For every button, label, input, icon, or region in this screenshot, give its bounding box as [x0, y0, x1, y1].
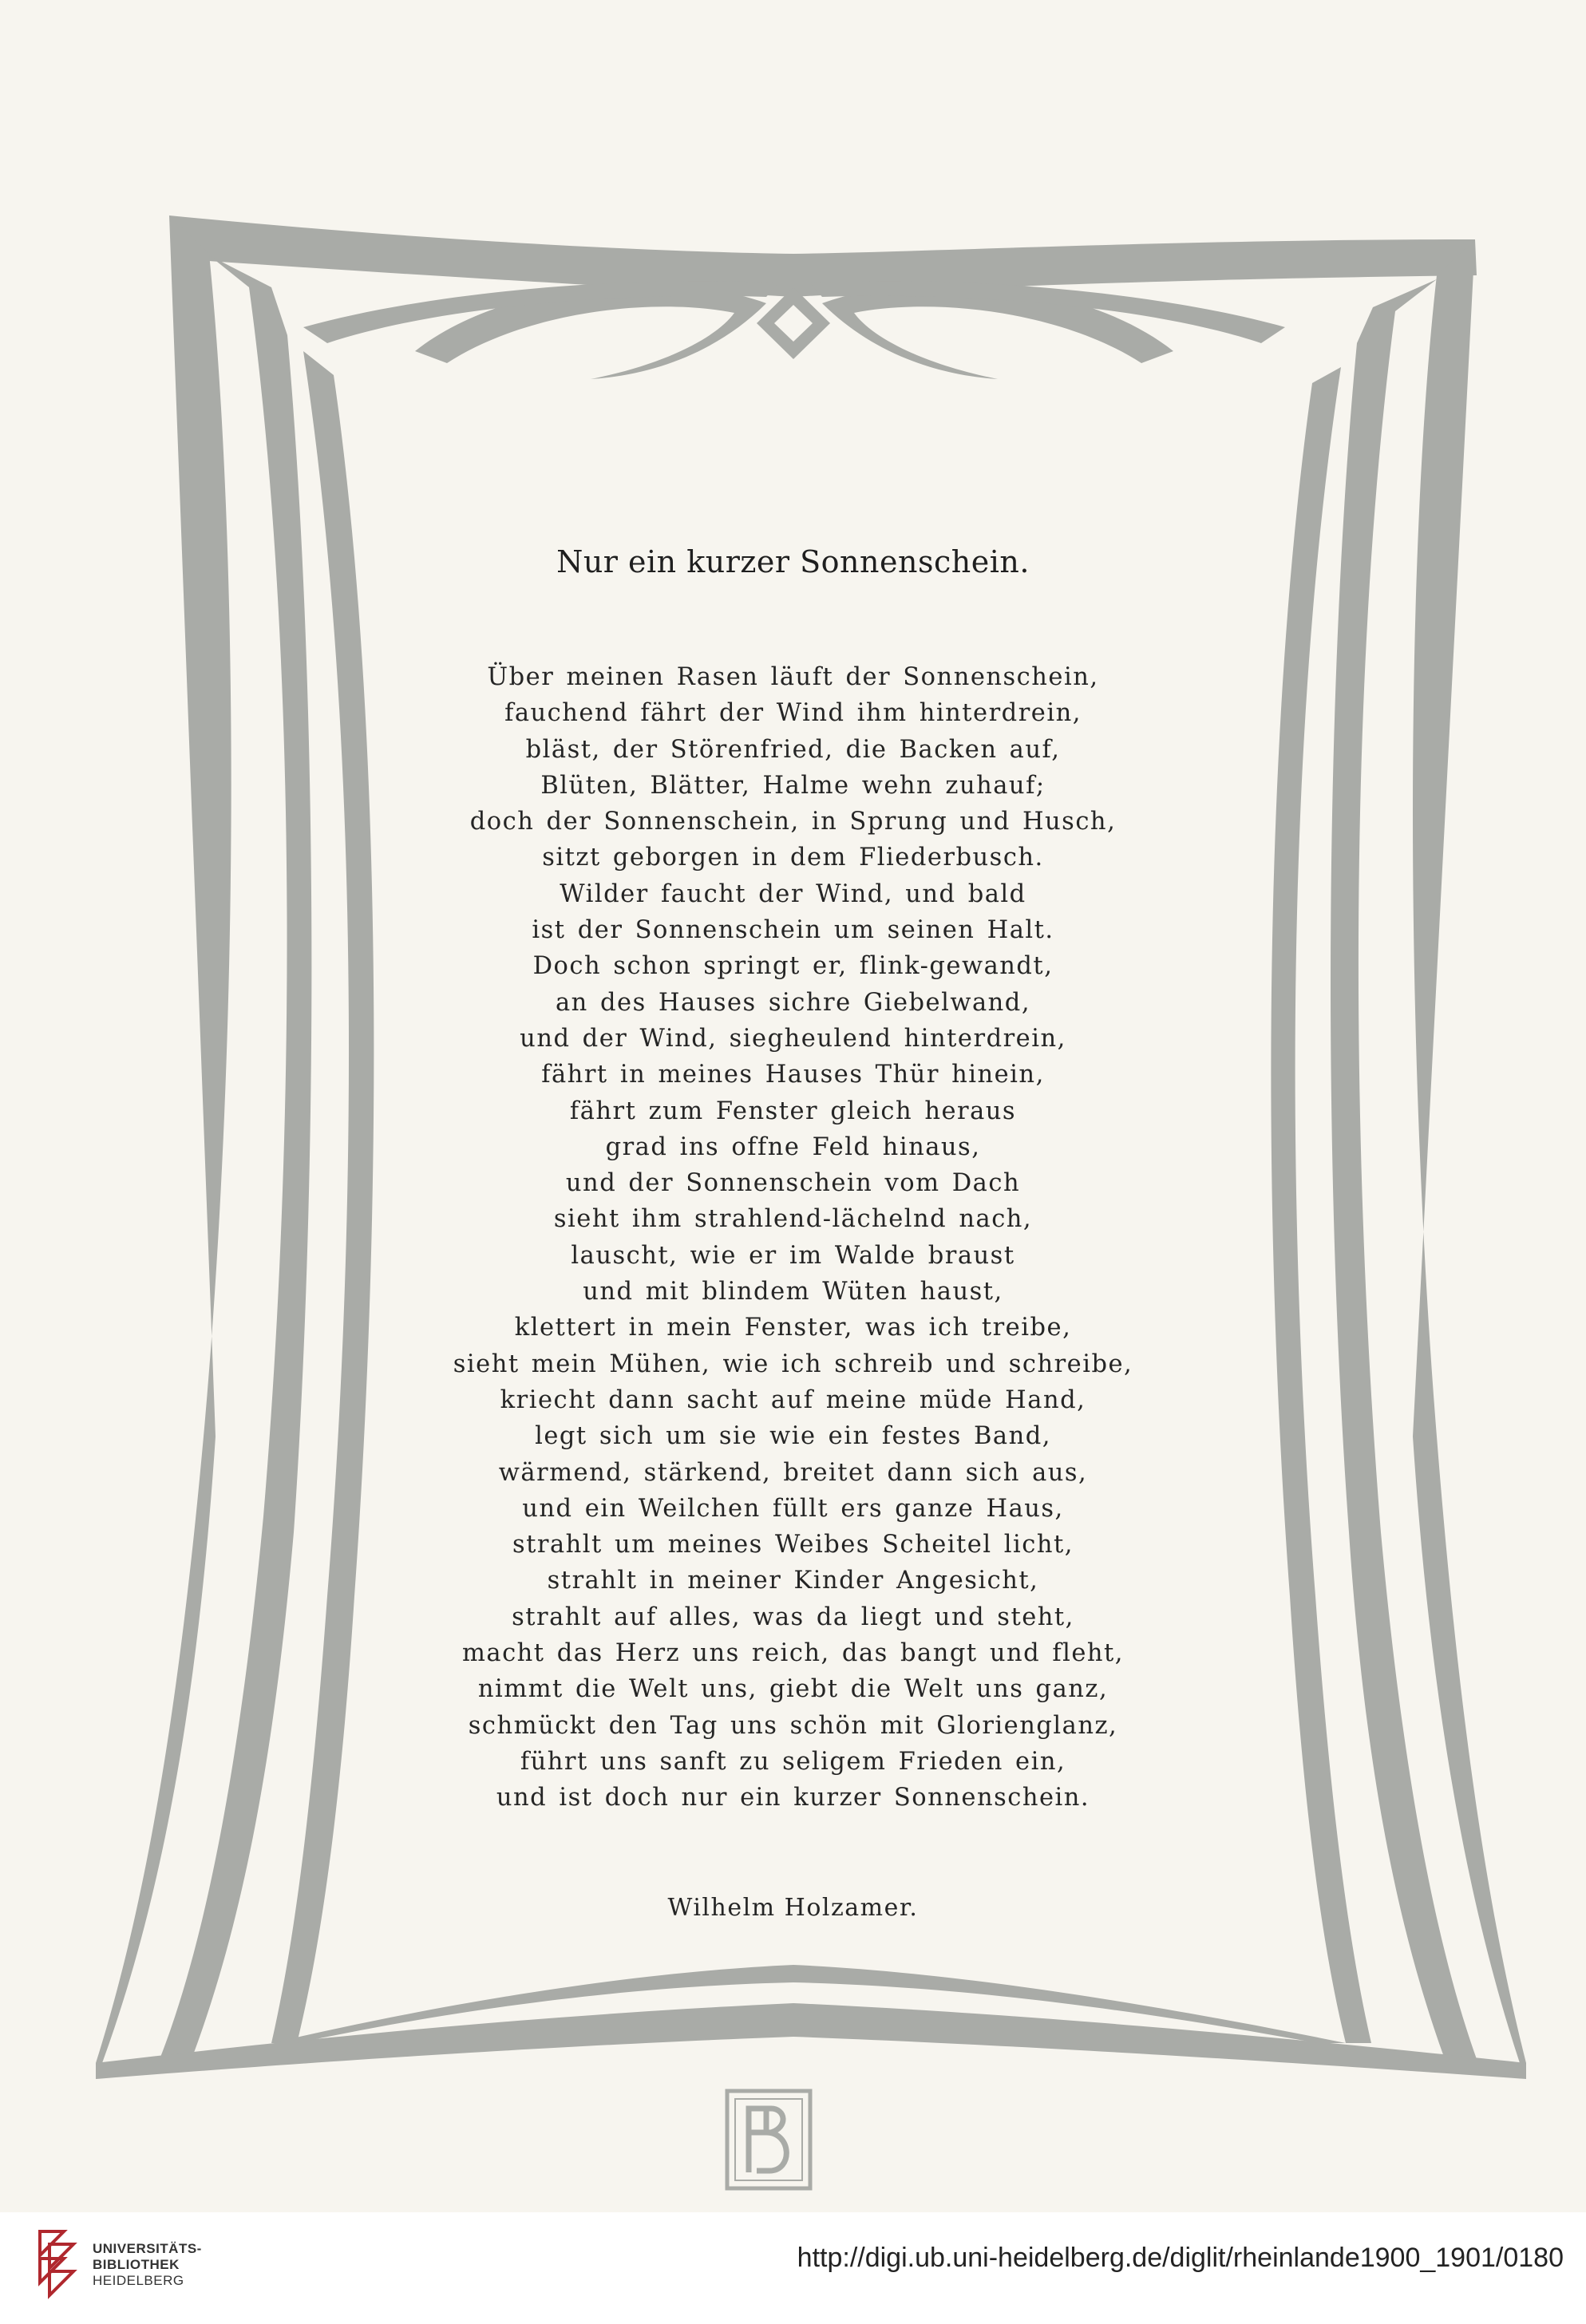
poem-line: schmückt den Tag uns schön mit Glorienglanz, [468, 1711, 1118, 1740]
poem-line: Über meinen Rasen läuft der Sonnenschein, [487, 663, 1099, 691]
poem-line: führt uns sanft zu seligem Frieden ein, [520, 1747, 1066, 1776]
poem-line: grad ins offne Feld hinaus, [605, 1132, 981, 1161]
poem-line: fährt in meines Hauses Thür hinein, [541, 1061, 1045, 1089]
poem-line: an des Hauses sichre Giebelwand, [555, 988, 1031, 1017]
poem-line: und ist doch nur ein kurzer Sonnenschein. [496, 1784, 1090, 1812]
poem-line: fauchend fährt der Wind ihm hinterdrein, [504, 699, 1082, 728]
poem-line: Wilder faucht der Wind, und bald [560, 879, 1026, 908]
poem-line: kriecht dann sacht auf meine müde Hand, [500, 1385, 1086, 1414]
poem-line: nimmt die Welt uns, giebt die Welt uns ganz, [477, 1675, 1109, 1704]
digital-source-url[interactable]: http://digi.ub.uni-heidelberg.de/diglit/rheinlande1900_1901/0180 [797, 2243, 1564, 2273]
poem-line: ist der Sonnenschein um seinen Halt. [532, 916, 1054, 945]
poem-line: lauscht, wie er im Walde braust [571, 1241, 1015, 1270]
poem-line: und ein Weilchen füllt ers ganze Haus, [522, 1494, 1064, 1523]
poem-body [0, 659, 1586, 1816]
poem-line: doch der Sonnenschein, in Sprung und Husch, [469, 808, 1117, 836]
poem-line: fährt zum Fenster gleich heraus [569, 1097, 1017, 1125]
poem-line: klettert in mein Fenster, was ich treibe, [514, 1314, 1072, 1342]
poem-line: sieht ihm strahlend-lächelnd nach, [553, 1205, 1033, 1234]
pb-monogram-icon [725, 2089, 813, 2191]
poem-line: strahlt um meines Weibes Scheitel licht, [512, 1531, 1074, 1559]
library-name [93, 2241, 202, 2289]
poem-line: strahlt auf alles, was da liegt und steht, [512, 1603, 1074, 1631]
poem-line: und der Wind, siegheulend hinterdrein, [520, 1024, 1066, 1053]
poem-line: strahlt in meiner Kinder Angesicht, [547, 1567, 1039, 1595]
library-name-line: HEIDELBERG [93, 2273, 184, 2288]
poem-line: und der Sonnenschein vom Dach [565, 1169, 1021, 1198]
poem-line: macht das Herz uns reich, das bangt und fleht, [461, 1639, 1125, 1668]
library-logo-icon [32, 2223, 83, 2300]
poem-line: bläst, der Störenfried, die Backen auf, [525, 735, 1061, 764]
poem-line: legt sich um sie wie ein festes Band, [535, 1422, 1051, 1451]
library-name-line: UNIVERSITÄTS- [93, 2241, 202, 2256]
poem-line: sieht mein Mühen, wie ich schreib und schreibe, [453, 1350, 1133, 1378]
library-name-line: BIBLIOTHEK [93, 2257, 180, 2272]
poem-line: sitzt geborgen in dem Fliederbusch. [542, 844, 1044, 872]
poem-title: Nur ein kurzer Sonnenschein. [556, 544, 1030, 579]
poem-line: und mit blindem Wüten haust, [583, 1278, 1003, 1306]
poem-author: Wilhelm Holzamer. [667, 1894, 919, 1922]
poem-line: Blüten, Blätter, Halme wehn zuhauf; [540, 771, 1046, 800]
poem-line: wärmend, stärkend, breitet dann sich aus, [498, 1458, 1088, 1487]
poem-line: Doch schon springt er, flink-gewandt, [532, 952, 1054, 981]
